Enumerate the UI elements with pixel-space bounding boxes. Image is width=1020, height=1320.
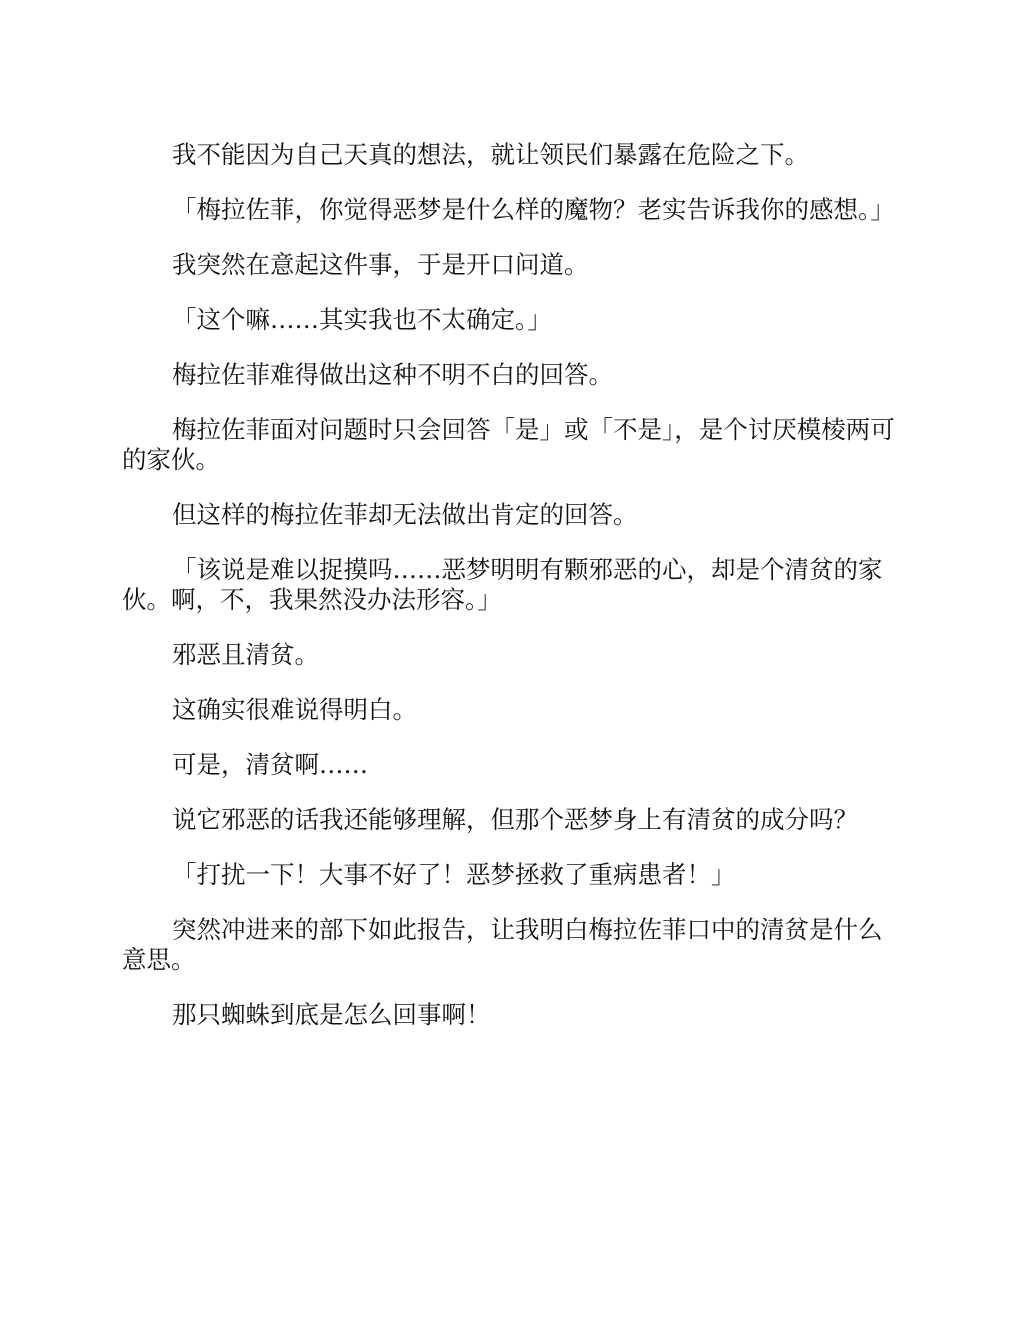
paragraph: 「该说是难以捉摸吗……恶梦明明有颗邪恶的心，却是个清贫的家伙。啊，不，我果然没办法形容。」 xyxy=(122,555,883,614)
paragraph: 突然冲进来的部下如此报告，让我明白梅拉佐菲口中的清贫是什么意思。 xyxy=(122,915,883,974)
paragraph: 可是，清贫啊…… xyxy=(172,750,368,779)
paragraph: 梅拉佐菲难得做出这种不明不白的回答。 xyxy=(172,360,613,389)
paragraph: 说它邪恶的话我还能够理解，但那个恶梦身上有清贫的成分吗？ xyxy=(172,805,858,834)
paragraph: 「梅拉佐菲，你觉得恶梦是什么样的魔物？老实告诉我你的感想。」 xyxy=(172,195,895,224)
paragraph: 邪恶且清贫。 xyxy=(172,640,319,669)
paragraph: 梅拉佐菲面对问题时只会回答「是」或「不是」，是个讨厌模棱两可的家伙。 xyxy=(122,415,895,474)
paragraph: 这确实很难说得明白。 xyxy=(172,695,417,724)
paragraph: 但这样的梅拉佐菲却无法做出肯定的回答。 xyxy=(172,500,638,529)
paragraph: 那只蜘蛛到底是怎么回事啊！ xyxy=(172,1000,491,1029)
document-body xyxy=(122,140,898,1055)
paragraph: 「打扰一下！大事不好了！恶梦拯救了重病患者！」 xyxy=(172,860,736,889)
paragraph: 我不能因为自己天真的想法，就让领民们暴露在危险之下。 xyxy=(172,140,809,169)
paragraph: 「这个嘛……其实我也不太确定。」 xyxy=(172,305,552,334)
paragraph: 我突然在意起这件事，于是开口问道。 xyxy=(172,250,589,279)
